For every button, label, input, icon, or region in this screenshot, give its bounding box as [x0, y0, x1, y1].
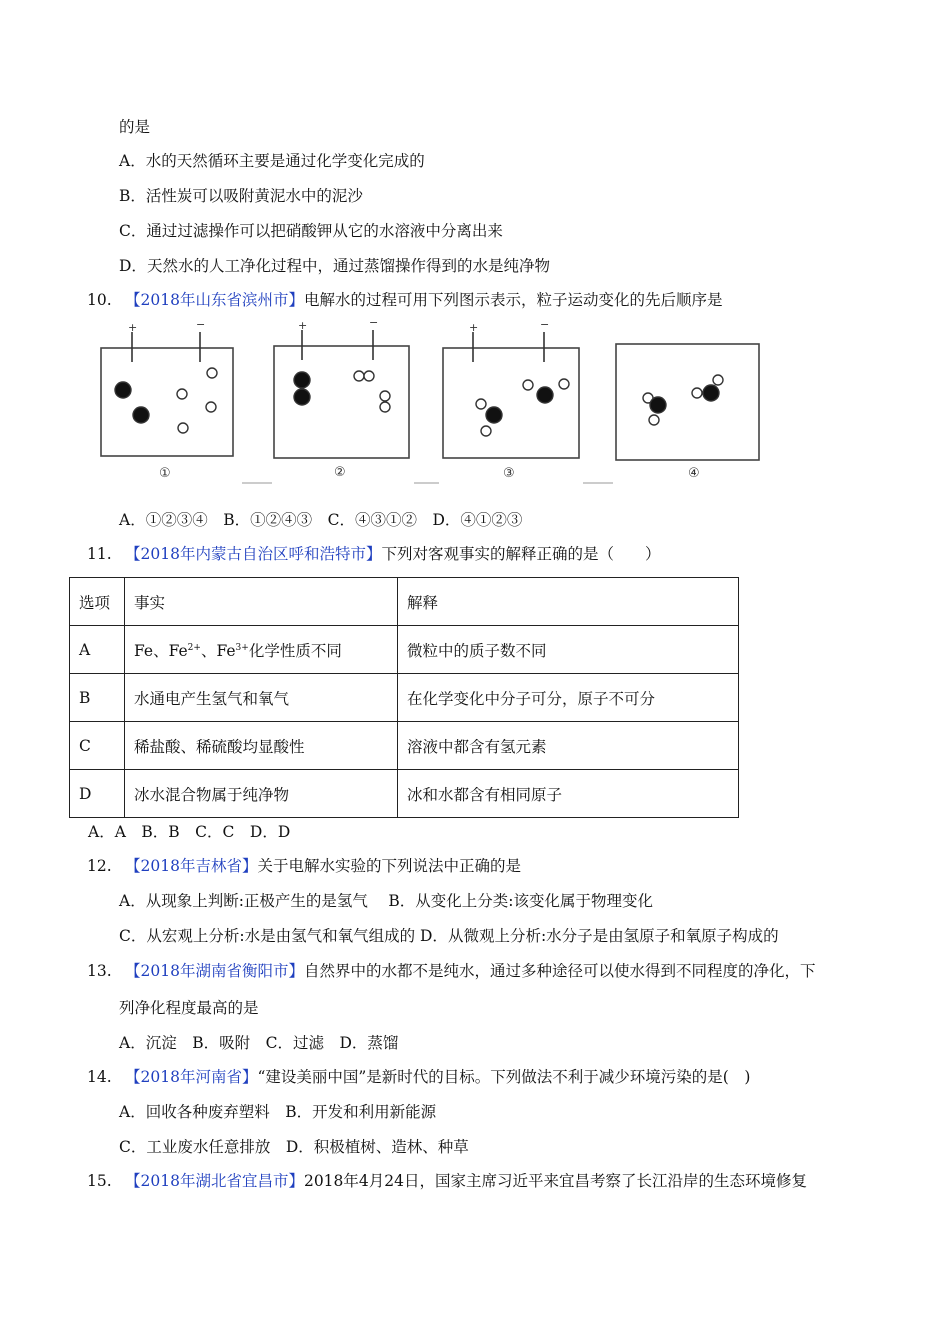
q13-stem: 13. 【2018年湖南省衡阳市】自然界中的水都不是纯水，通过多种途径可以使水得到不同程度的净化，下	[87, 962, 816, 980]
svg-text:−: −	[196, 318, 206, 331]
panel-2-frame	[274, 346, 409, 458]
q9-option-d: D．天然水的人工净化过程中，通过蒸馏操作得到的水是纯净物	[119, 257, 550, 275]
svg-text:+: +	[469, 321, 479, 334]
q12-stem: 12. 【2018年吉林省】关于电解水实验的下列说法中正确的是	[87, 857, 521, 875]
svg-text:①: ①	[159, 466, 171, 481]
q10-stem: 10. 【2018年山东省滨州市】电解水的过程可用下列图示表示，粒子运动变化的先后顺序是	[87, 291, 723, 309]
q9-option-a: A．水的天然循环主要是通过化学变化完成的	[119, 152, 425, 170]
q9-option-c: C．通过过滤操作可以把硝酸钾从它的水溶液中分离出来	[119, 222, 503, 240]
q15-stem: 15. 【2018年湖北省宜昌市】2018年4月24日，国家主席习近平来宜昌考察了长江沿岸的生态环境修复	[87, 1172, 807, 1190]
q10-options: A．①②③④ B．①②④③ C．④③①② D．④①②③	[119, 511, 523, 529]
table-row: B 水通电产生氢气和氧气 在化学变化中分子可分，原子不可分	[70, 674, 739, 722]
q12-options-line2: C．从宏观上分析:水是由氢气和氧气组成的 D．从微观上分析:水分子是由氢原子和氧原子构成的	[119, 927, 779, 945]
q14-stem: 14. 【2018年河南省】“建设美丽中国”是新时代的目标。下列做法不利于减少环境污染的是( )	[87, 1068, 751, 1086]
q11-table	[69, 577, 739, 818]
svg-text:−: −	[540, 318, 550, 331]
q11-stem: 11. 【2018年内蒙古自治区呼和浩特市】下列对客观事实的解释正确的是（ ）	[87, 545, 661, 563]
svg-text:+: +	[128, 321, 138, 334]
panel-4-frame	[616, 344, 759, 460]
svg-text:③: ③	[503, 466, 515, 481]
svg-text:−: −	[369, 318, 379, 329]
q9-option-b: B．活性炭可以吸附黄泥水中的泥沙	[119, 187, 363, 205]
svg-text:②: ②	[334, 465, 346, 480]
panel-3-frame	[443, 348, 579, 458]
q14-options-line1: A．回收各种废弃塑料 B．开发和利用新能源	[119, 1103, 437, 1121]
q11-options: A．A B．B C．C D．D	[88, 823, 291, 841]
q9-stem-tail: 的是	[119, 118, 151, 136]
q13-options: A．沉淀 B．吸附 C．过滤 D．蒸馏	[119, 1034, 399, 1052]
table-row: A Fe、$Fe^{2+}$、$Fe^{3+}$化学性质不同 微粒中的质子数不同	[70, 626, 739, 674]
table-row: D 冰水混合物属于纯净物 冰和水都含有相同原子	[70, 770, 739, 818]
svg-text:+: +	[298, 319, 308, 332]
electrolysis-diagram	[96, 318, 766, 488]
q14-options-line2: C．工业废水任意排放 D．积极植树、造林、种草	[119, 1138, 469, 1156]
header-explain: 解释	[398, 578, 739, 626]
table-header-row	[70, 578, 739, 626]
svg-text:④: ④	[688, 466, 700, 481]
header-option: 选项	[70, 578, 125, 626]
header-fact: 事实	[125, 578, 398, 626]
q13-stem-cont: 列净化程度最高的是	[119, 999, 259, 1017]
q12-options-line1: A．从现象上判断:正极产生的是氢气 B．从变化上分类:该变化属于物理变化	[119, 892, 653, 910]
table-row: C 稀盐酸、稀硫酸均显酸性 溶液中都含有氢元素	[70, 722, 739, 770]
